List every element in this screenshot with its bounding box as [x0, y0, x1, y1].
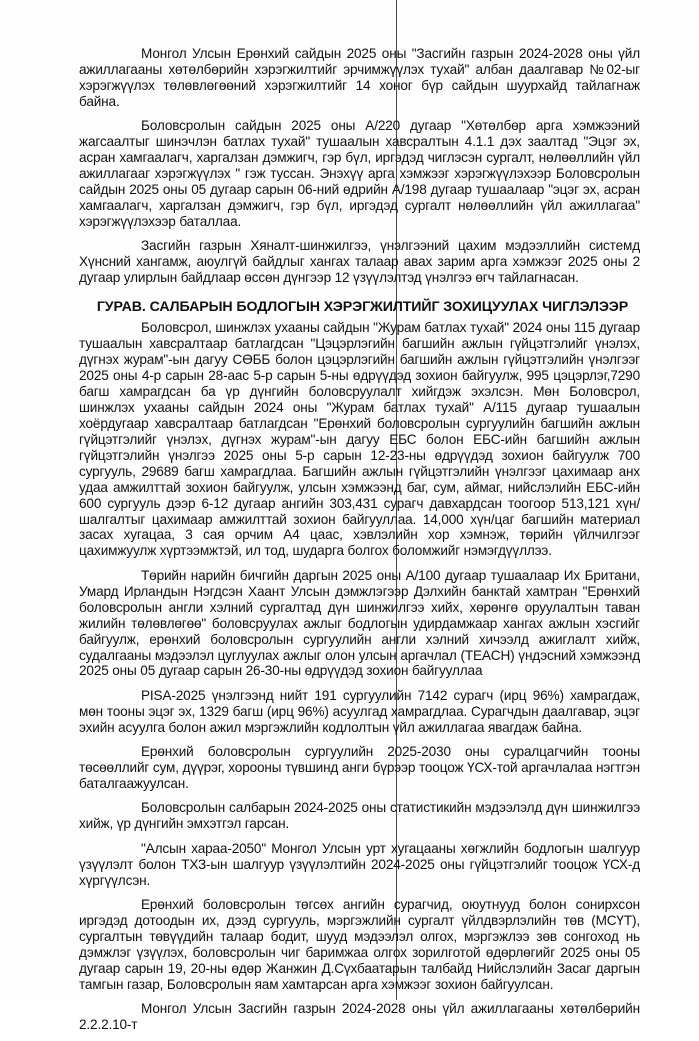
paragraph-teacher-evaluation: Боловсрол, шинжлэх ухааны сайдын "Журам батлах тухай" 2024 оны 115 дугаар тушаалын хавсралтаар батлагдсан "Цэцэрлэгийн багшийн ажлын гүйцэтгэлийг үнэлэх, дүгнэх журам"-ын дагуу СӨББ болон цэцэрлэгийн багшийн ажлын гүйцэтгэлийн үнэлгээг 2025 оны 4-р сарын 28-аас 5-р сарын 5-ны өдрүүдэд зохион байгуулж, 995 цэцэрлэг,7290 багш хамрагдсан ба үр дүнгийн боловсруулалт хийгдэж эхэлсэн. Мөн Боловсрол, шинжлэх ухааны сайдын 2024 оны "Журам батлах тухай" А/115 дугаар тушаалын хоёрдугаар хавсралтаар батлагдсан "Ерөнхий боловсролын сургуулийн багшийн ажлын гүйцэтгэлийг үнэлэх, дүгнэх журам"-ын дагуу ЕБС болон ЕБС-ийн багшийн ажлын гүйцэтгэлийн үнэлгээ 2025 оны 5-р сарын 12-23-ны өдрүүдэд зохион байгуулж 700 сургууль, 29689 багш хамрагдлаа. Багшийн ажлын гүйцэтгэлийн үнэлгээг цахимаар анх удаа амжилттай зохион байгуулж, улсын хэмжээнд баг, сум, аймаг, нийслэлийн ЕБС-ийн 600 сургууль дээр 6-12 дугаар ангийн 303,431 сурагч давхардсан тоогоор 513,121 хүн/шалгалтыг цахимаар амжилттай зохион байгууллаа. 14,000 хүн/цаг багшийн материал засах хугацаа, 3 сая орчим А4 цаас, хэвлэлийн хор хэмнэж, төрийн үйлчилгээг цахимжуулж хүртээмжтэй, ил тод, шударга болгох боломжийг нэмэгдүүллээ. — [79, 320, 640, 559]
document-body — [79, 46, 640, 1041]
paragraph-vision-2050: "Алсын хараа-2050" Монгол Улсын урт хугацааны хөгжлийн бодлогын шалгуур үзүүлэлт болон ТХЗ-ын шалгуур үзүүлэлтийн 2024-2025 оны гүйцэтгэлийг тооцож ҮСХ-д хүргүүлсэн. — [79, 840, 640, 888]
paragraph-pisa-2025: PISA-2025 үнэлгээнд нийт 191 сургуулийн 7142 сурагч (ирц 96%) хамрагдаж, мөн тооны эцэг эх, 1329 багш (ирц 96%) асуулгад хамрагдлаа. Сурагчдын даалгавар, эцэг эхийн асуулга болон ажил мэргэжлийн кодлолтын үйл ажиллагаа явагдаж байна. — [79, 687, 640, 735]
paragraph-pm-directive: Монгол Улсын Ерөнхий сайдын 2025 оны "Засгийн газрын 2024-2028 оны үйл ажиллагааны хөтөлбөрийн хэрэгжилтийг эрчимжүүлэх тухай" албан даалгавар №02-ыг хэрэгжүүлэх төлөвлөгөөний хэрэгжилтийг 14 хоног бүр сайдын шуурхайд тайлагнаж байна. — [79, 46, 640, 109]
paragraph-minister-order-a220: Боловсролын сайдын 2025 оны А/220 дугаар "Хөтөлбөр арга хэмжээний жагсаалтыг шинэчлэн батлах тухай" тушаалын хавсралтын 4.1.1 дэх заалтад "Эцэг эх, асран хамгаалагч, харгалзан дэмжигч, гэр бүл, иргэдэд чиглэсэн сургалт, нөлөөллийн үйл ажиллагааг хэрэгжүүлэх " гэж туссан. Энэхүү арга хэмжээг хэрэгжүүлэхээр Боловсролын сайдын 2025 оны 05 дугаар сарын 06-ний өдрийн А/198 дугаар тушаалаар "эцэг эх, асран хамгаалагч, харгалзан дэмжигч, гэр бүл, иргэдэд сургалт нөлөөллийн үйл ажиллагаа" хэрэгжүүлэхээр баталлаа. — [79, 118, 640, 229]
paragraph-monitoring-system: Засгийн газрын Хяналт-шинжилгээ, үнэлгээний цахим мэдээллийн системд Хүнсний хангамж, аюулгүй байдлыг хангах талаар авах зарим арга хэмжээг 2025 оны 2 дугаар улирлын байдлаар өссөн дүнгээр 12 үзүүлэлтэд үнэлгээ өгч тайлагнасан. — [79, 238, 640, 286]
paragraph-statistics: Боловсролын салбарын 2024-2025 оны статистикийн мэдээлэлд дүн шинжилгээ хийж, үр дүнгийн эмхэтгэл гарсан. — [79, 800, 640, 832]
paragraph-career-fair: Ерөнхий боловсролын төгсөх ангийн сурагчид, оюутнууд болон сонирхсон иргэдэд дотоодын их, дээд сургууль, мэргэжлийн сургалт үйлдвэрлэлийн төв (МСҮТ), сургалтын төвүүдийн талаар бодит, шууд мэдээлэл олгох, мэргэжлээ зөв сонгоход нь дэмжлэг үзүүлэх, боловсролын чиг баримжаа олгох зорилготой өдөрлөгийг 2025 оны 05 дугаар сарын 19, 20-ны өдөр Жанжин Д.Сүхбаатарын талбайд Нийслэлийн Засаг даргын тамгын газар, Боловсролын яам хамтарсан арга хэмжээг зохион байгуулсан. — [79, 896, 640, 992]
paragraph-teach-observation: Төрийн нарийн бичгийн даргын 2025 оны А/100 дугаар тушаалаар Их Британи, Умард Ирландын Нэгдсэн Хаант Улсын дэмжлэгээр Дэлхийн банктай хамтран "Ерөнхий боловсролын англи хэлний сургалтад дүн шинжилгээ хийх, хөрөнгө оруулалтын таван жилийн төлөвлөгөө" боловсруулах ажлыг бодлогын удирдамжаар хангах ажлын хэсгийг байгуулж, ерөнхий боловсролын сургуулийн англи хэлний хичээлд ажиглалт хийж, судалгааны мэдээлэл цуглуулах ажлыг олон улсын аргачлал (TEACH) үндэсний хэмжээнд 2025 оны 05 дугаар сарын 26-30-ны өдрүүдэд зохион байгууллаа — [79, 567, 640, 679]
paragraph-government-program: Монгол Улсын Засгийн газрын 2024-2028 оны үйл ажиллагааны хөтөлбөрийн 2.2.2.10-т — [79, 1000, 640, 1032]
section-heading: ГУРАВ. САЛБАРЫН БОДЛОГЫН ХЭРЭГЖИЛТИЙГ ЗОХИЦУУЛАХ ЧИГЛЭЛЭЭР — [96, 299, 629, 316]
paragraph-student-projection: Ерөнхий боловсролын сургуулийн 2025-2030 оны суралцагчийн тооны төсөөллийг сум, дүүрэг, хорооны түвшинд анги бүрээр тооцож ҮСХ-той аргачлалаа нэгтгэн баталгаажуулсан. — [79, 744, 640, 791]
